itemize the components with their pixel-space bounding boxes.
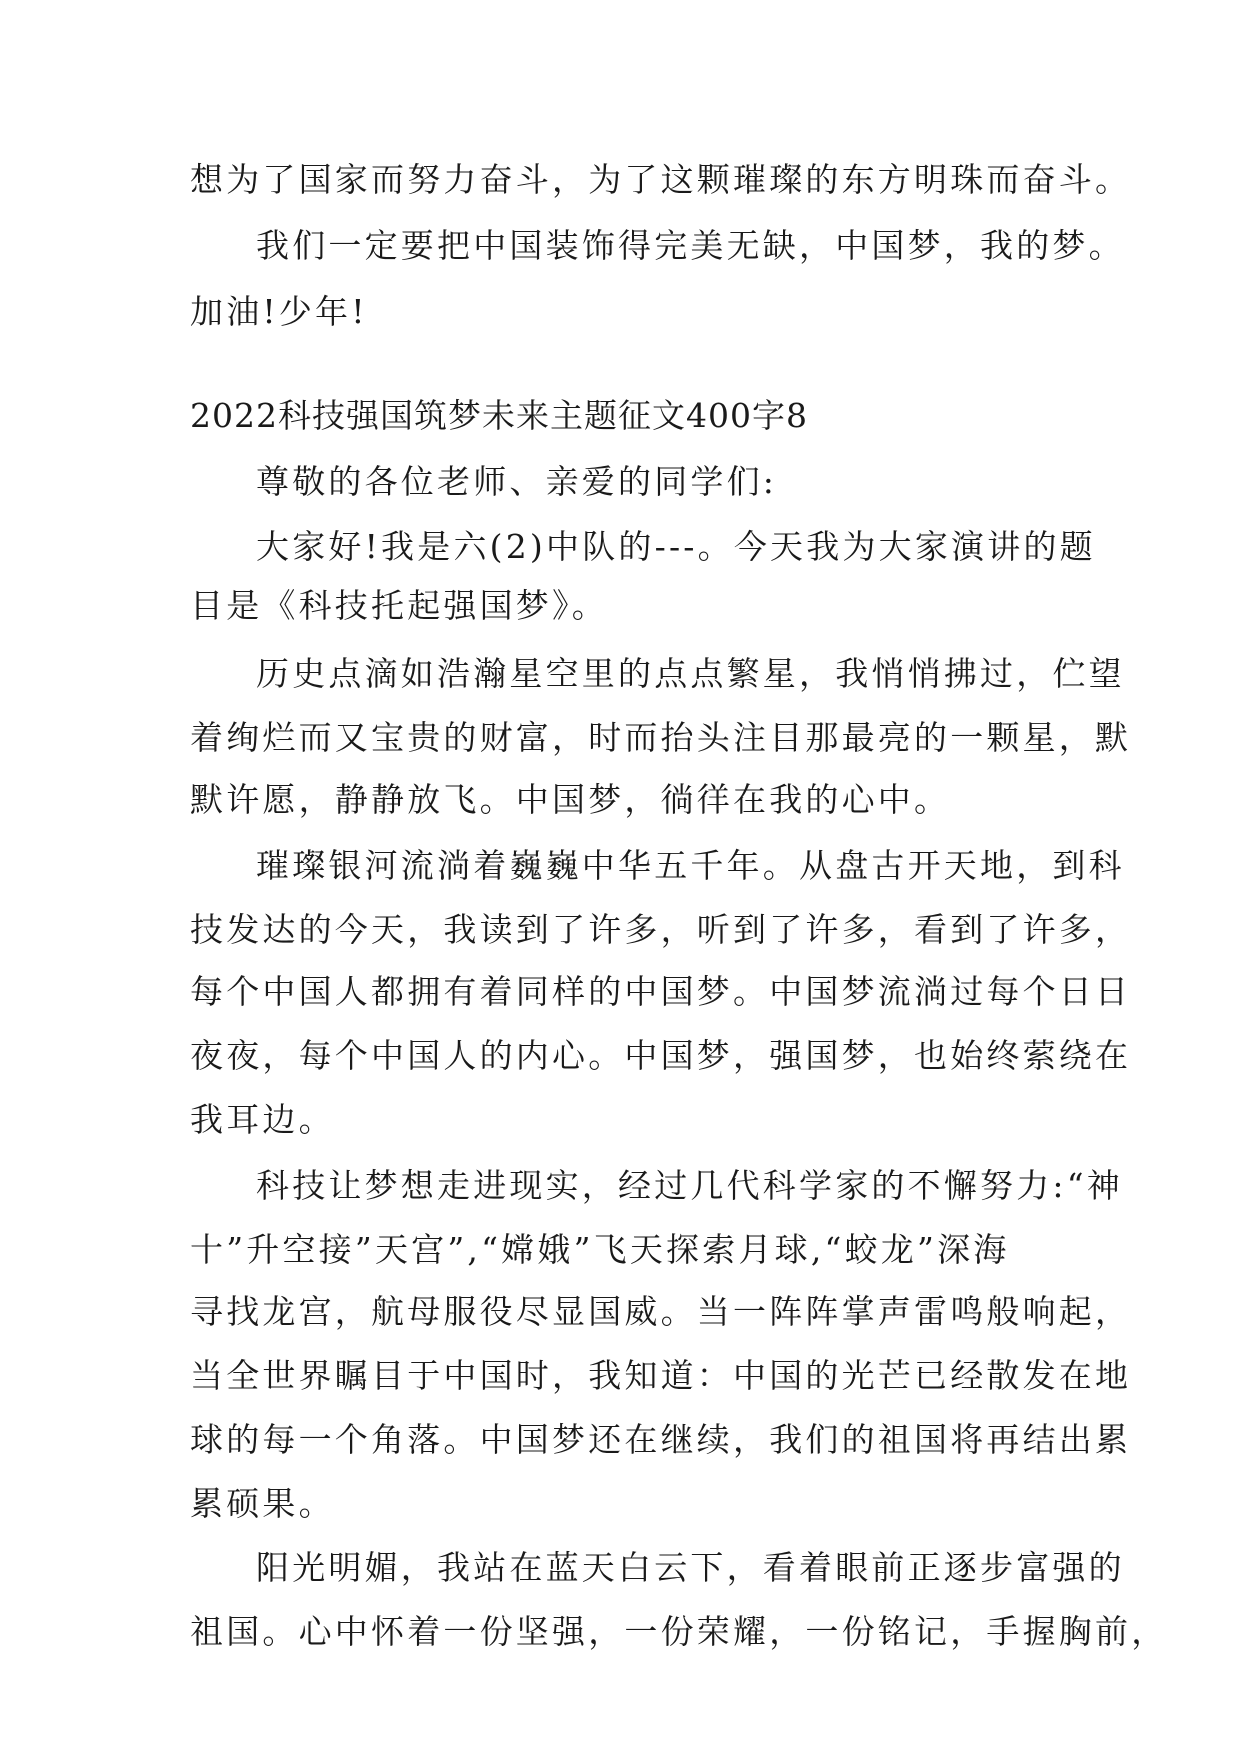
text-line: 阳光明媚，我站在蓝天白云下，看着眼前正逐步富强的 (256, 1548, 1125, 1587)
text-line: 璀璨银河流淌着巍巍中华五千年。从盘古开天地，到科 (256, 846, 1125, 885)
text-line: 十”升空接”天宫”,“嫦娥”飞天探索月球,“蛟龙”深海 (190, 1230, 1010, 1269)
text-line: 我耳边。 (190, 1100, 335, 1139)
section-heading: 2022科技强国筑梦未来主题征文400字8 (190, 396, 808, 435)
text-line: 科技让梦想走进现实，经过几代科学家的不懈努力:“神 (256, 1166, 1123, 1205)
text-line: 累硕果。 (190, 1484, 335, 1523)
text-line: 我们一定要把中国装饰得完美无缺，中国梦，我的梦。 (256, 226, 1125, 265)
text-line: 尊敬的各位老师、亲爱的同学们: (256, 462, 778, 501)
text-line: 每个中国人都拥有着同样的中国梦。中国梦流淌过每个日日 (190, 972, 1132, 1011)
text-line: 加油!少年! (190, 292, 368, 331)
text-line: 当全世界瞩目于中国时，我知道：中国的光芒已经散发在地 (190, 1356, 1132, 1395)
text-line: 祖国。心中怀着一份坚强，一份荣耀，一份铭记，手握胸前， (190, 1612, 1168, 1651)
text-line: 历史点滴如浩瀚星空里的点点繁星，我悄悄拂过，伫望 (256, 654, 1125, 693)
text-line: 默许愿，静静放飞。中国梦，徜徉在我的心中。 (190, 780, 951, 819)
text-line: 目是《科技托起强国梦》。 (190, 586, 608, 625)
text-line: 寻找龙宫，航母服役尽显国威。当一阵阵掌声雷鸣般响起， (190, 1292, 1132, 1331)
text-line: 夜夜，每个中国人的内心。中国梦，强国梦，也始终萦绕在 (190, 1036, 1132, 1075)
text-line: 想为了国家而努力奋斗，为了这颗璀璨的东方明珠而奋斗。 (190, 160, 1132, 199)
text-line: 技发达的今天，我读到了许多，听到了许多，看到了许多， (190, 910, 1132, 949)
text-line: 大家好!我是六(2)中队的---。今天我为大家演讲的题 (256, 527, 1096, 566)
text-line: 着绚烂而又宝贵的财富，时而抬头注目那最亮的一颗星，默 (190, 718, 1132, 757)
text-line: 球的每一个角落。中国梦还在继续，我们的祖国将再结出累 (190, 1420, 1132, 1459)
